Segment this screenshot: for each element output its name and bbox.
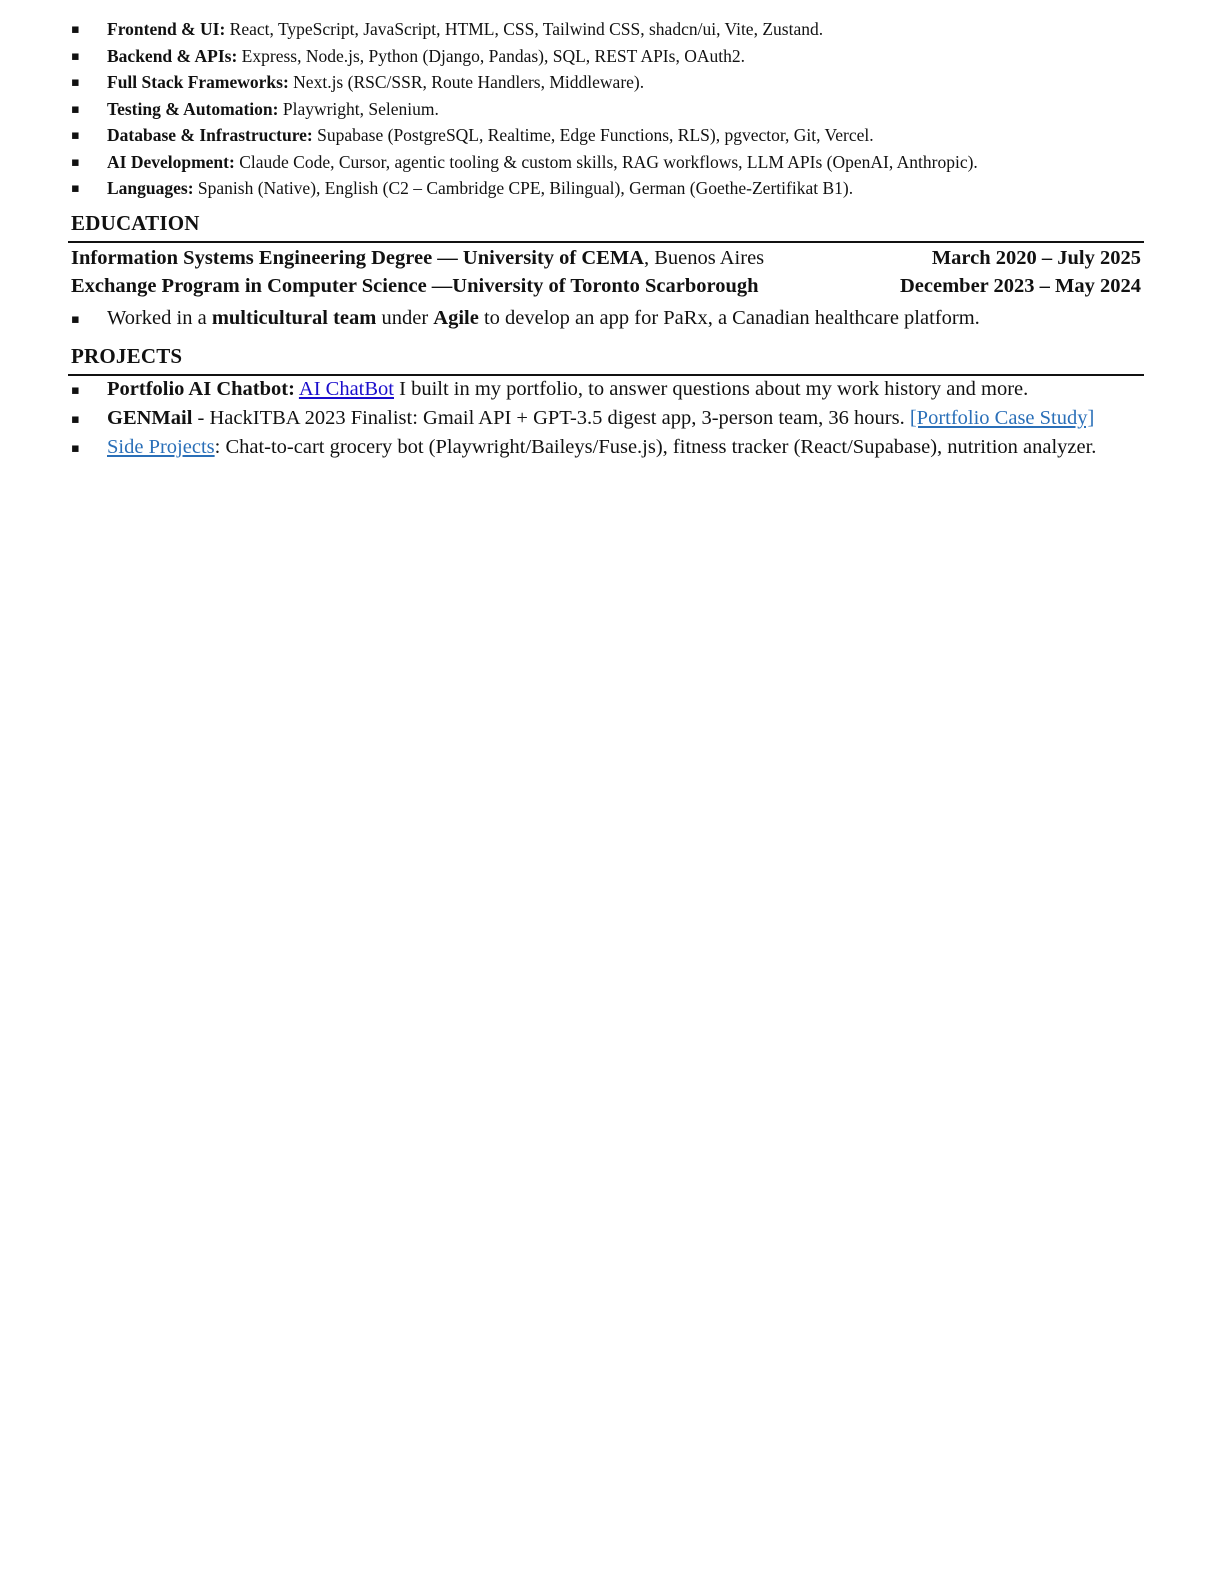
square-bullet-icon (71, 43, 81, 71)
skill-label: Testing & Automation: (107, 98, 279, 119)
skill-item-ai (71, 149, 1151, 176)
skill-item-frontend (71, 16, 1151, 43)
square-bullet-icon (71, 69, 81, 97)
skill-label: Backend & APIs: (107, 45, 238, 66)
square-bullet-icon (71, 149, 81, 177)
square-bullet-icon (71, 175, 81, 203)
education-heading: EDUCATION (71, 211, 200, 235)
skill-text: Playwright, Selenium. (278, 98, 439, 119)
skill-item-testing (71, 96, 1151, 123)
skill-text: React, TypeScript, JavaScript, HTML, CSS, Tailwind CSS, shadcn/ui, Vite, Zustand. (225, 19, 824, 39)
education-divider (68, 241, 1144, 243)
education-degree: Information Systems Engineering Degree — University of CEMA, Buenos Aires (71, 247, 765, 269)
skill-label: AI Development: (107, 151, 235, 172)
project-text: I built in my portfolio, to answer questions about my work history and more. (394, 378, 1029, 400)
skill-label: Frontend & UI: (107, 19, 226, 39)
projects-list (71, 375, 1151, 462)
project-item-genmail (71, 404, 1151, 433)
square-bullet-icon (71, 375, 81, 405)
skills-list (71, 16, 1151, 202)
square-bullet-icon (71, 16, 81, 44)
side-projects-link[interactable]: Side Projects (107, 436, 215, 458)
skill-item-backend (71, 43, 1151, 70)
project-label: GENMail (107, 407, 193, 429)
education-bullets (71, 304, 1151, 333)
projects-heading: PROJECTS (71, 344, 183, 368)
skill-label: Languages: (107, 178, 194, 198)
square-bullet-icon (71, 304, 81, 334)
project-item-chatbot (71, 375, 1151, 404)
skill-item-fullstack (71, 69, 1151, 96)
skill-item-languages (71, 175, 1151, 202)
skill-text: Express, Node.js, Python (Django, Pandas), SQL, REST APIs, OAuth2. (237, 45, 745, 66)
project-label: Portfolio AI Chatbot: (107, 378, 295, 400)
square-bullet-icon (71, 404, 81, 434)
square-bullet-icon (71, 433, 81, 463)
square-bullet-icon (71, 96, 81, 124)
skill-text: Supabase (PostgreSQL, Realtime, Edge Functions, RLS), pgvector, Git, Vercel. (312, 125, 874, 145)
skill-label: Database & Infrastructure: (107, 125, 313, 145)
skill-text: Claude Code, Cursor, agentic tooling & custom skills, RAG workflows, LLM APIs (OpenAI, Anthropic). (234, 151, 978, 172)
skill-item-database (71, 122, 1151, 149)
portfolio-case-study-link[interactable]: [Portfolio Case Study] (909, 407, 1095, 429)
skill-label: Full Stack Frameworks: (107, 72, 289, 92)
project-text: : Chat-to-cart grocery bot (Playwright/Baileys/Fuse.js), fitness tracker (React/Supabase), nutrition analyzer. (214, 436, 1097, 458)
square-bullet-icon (71, 122, 81, 150)
education-bullet: ▪ Worked in a multicultural team under Agile to develop an app for PaRx, a Canadian healthcare platform. (71, 304, 1151, 333)
skill-text: Next.js (RSC/SSR, Route Handlers, Middleware). (288, 72, 645, 92)
skill-text: Spanish (Native), English (C2 – Cambridge CPE, Bilingual), German (Goethe-Zertifikat B1). (193, 178, 854, 198)
education-degree: Exchange Program in Computer Science —University of Toronto Scarborough (71, 275, 759, 297)
project-item-side-projects (71, 433, 1151, 462)
education-dates: December 2023 – May 2024 (899, 275, 1141, 297)
education-dates: March 2020 – July 2025 (931, 247, 1141, 269)
project-text: - HackITBA 2023 Finalist: Gmail API + GPT-3.5 digest app, 3-person team, 36 hours. (192, 407, 910, 429)
ai-chatbot-link[interactable]: AI ChatBot (298, 378, 394, 400)
